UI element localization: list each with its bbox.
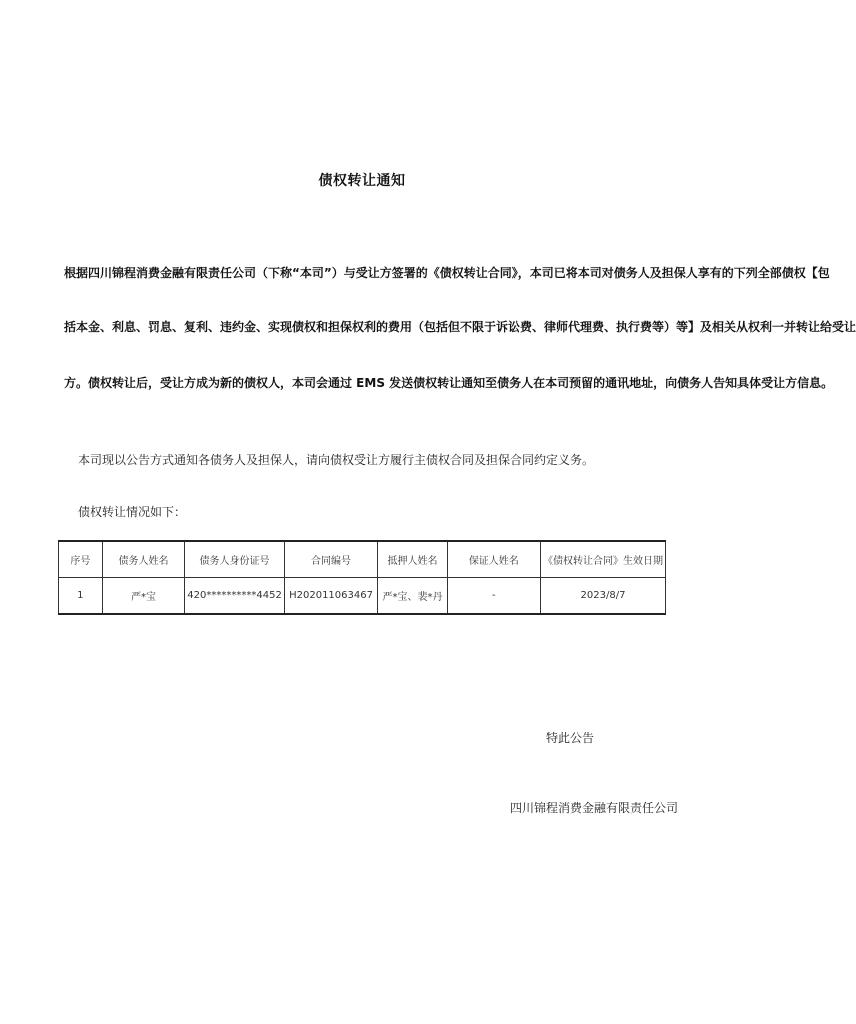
table-row — [59, 578, 666, 615]
header-index: 序号 — [59, 541, 103, 578]
header-effective-date: 《债权转让合同》生效日期 — [540, 541, 665, 578]
header-debtor-id: 债务人身份证号 — [185, 541, 285, 578]
cell-index: 1 — [59, 578, 103, 615]
cell-mortgagor-name: 严*宝、裴*丹 — [378, 578, 447, 615]
transfer-table — [58, 540, 666, 615]
table-header-row — [59, 541, 666, 578]
header-debtor-name: 债务人姓名 — [102, 541, 185, 578]
paragraph-line-2: 括本金、利息、罚息、复利、违约金、实现债权和担保权利的费用（包括但不限于诉讼费、律师代理费、执行费等）等】及相关从权利一并转让给受让 — [64, 320, 856, 334]
document-title: 债权转让通知 — [318, 173, 406, 189]
cell-contract-no: H202011063467 — [284, 578, 377, 615]
closing-text: 特此公告 — [546, 731, 595, 745]
header-guarantor-name: 保证人姓名 — [447, 541, 540, 578]
cell-debtor-name: 严*宝 — [102, 578, 185, 615]
notice-line: 本司现以公告方式通知各债务人及担保人，请向债权受让方履行主债权合同及担保合同约定义务。 — [78, 453, 595, 467]
paragraph-line-1: 根据四川锦程消费金融有限责任公司（下称“本司”）与受让方签署的《债权转让合同》，本司已将本司对债务人及担保人享有的下列全部债权【包 — [64, 266, 830, 280]
header-contract-no: 合同编号 — [284, 541, 377, 578]
paragraph-line-3: 方。债权转让后，受让方成为新的债权人，本司会通过 EMS 发送债权转让通知至债务人在本司预留的通讯地址，向债务人告知具体受让方信息。 — [64, 376, 834, 390]
company-signature: 四川锦程消费金融有限责任公司 — [510, 801, 679, 815]
table-intro: 债权转让情况如下： — [78, 505, 187, 519]
cell-guarantor-name: - — [447, 578, 540, 615]
header-mortgagor-name: 抵押人姓名 — [378, 541, 447, 578]
cell-debtor-id: 420**********4452 — [185, 578, 285, 615]
cell-effective-date: 2023/8/7 — [540, 578, 665, 615]
